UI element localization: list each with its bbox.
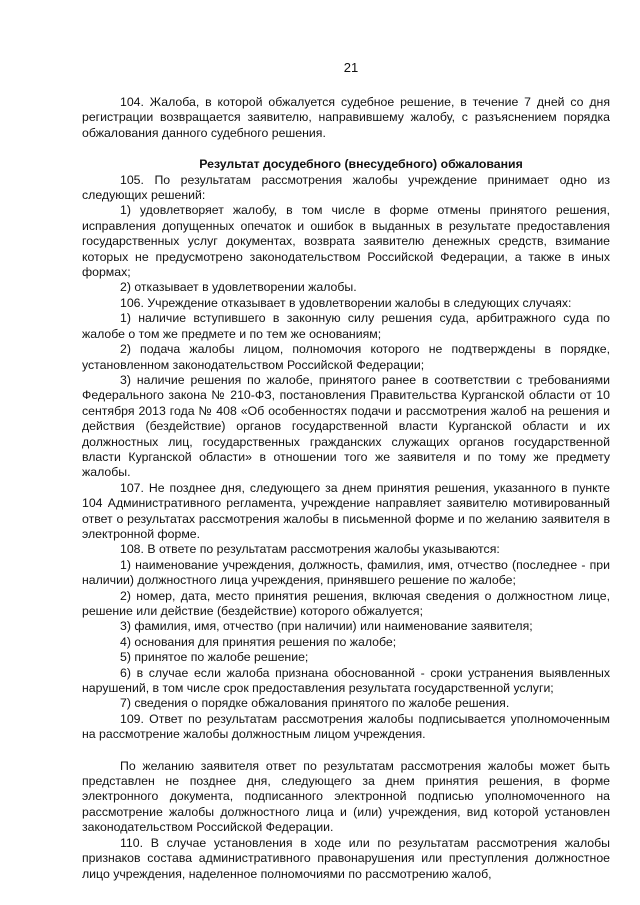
paragraph-105: 105. По результатам рассмотрения жалобы учреждение принимает одно из следующих решений: <box>82 172 610 203</box>
paragraph-109-electronic: По желанию заявителя ответ по результатам рассмотрения жалобы может быть представлен не позднее дня, следующего за днем принятия решения, в форме электронного документа, подписанного электронной подписью уполномоченного на рассмотрение жалобы должностного лица и (или) учреждения, вид которой установлен законодательством Российской Федерации. <box>82 758 610 835</box>
paragraph-108-7: 7) сведения о порядке обжалования принятого по жалобе решения. <box>120 696 510 711</box>
section-heading: Результат досудебного (внесудебного) обжалования <box>199 157 523 172</box>
paragraph-110: 110. В случае установления в ходе или по результатам рассмотрения жалобы признаков состава административного правонарушения или преступления должностное лицо учреждения, наделенное полномочиями по рассмотрению жалоб, <box>82 835 610 881</box>
paragraph-108-1: 1) наименование учреждения, должность, фамилия, имя, отчество (последнее - при наличии) должностного лица учреждения, принявшего решение по жалобе; <box>82 557 610 588</box>
paragraph-108-5: 5) принятое по жалобе решение; <box>120 650 309 665</box>
page-number: 21 <box>343 60 359 75</box>
paragraph-104: 104. Жалоба, в которой обжалуется судебное решение, в течение 7 дней со дня регистрации возвращается заявителю, направившему жалобу, с разъяснением порядка обжалования данного судебного решения. <box>82 95 610 140</box>
paragraph-108: 108. В ответе по результатам рассмотрения жалобы указываются: <box>120 542 500 557</box>
paragraph-105-2: 2) отказывает в удовлетворении жалобы. <box>120 280 357 295</box>
paragraph-108-2: 2) номер, дата, место принятия решения, включая сведения о должностном лице, решение или действие (бездействие) которого обжалуется; <box>82 588 610 618</box>
paragraph-106: 106. Учреждение отказывает в удовлетворении жалобы в следующих случаях: <box>120 295 572 310</box>
paragraph-108-4: 4) основания для принятия решения по жалобе; <box>120 634 397 649</box>
paragraph-109: 109. Ответ по результатам рассмотрения жалобы подписывается уполномоченным на рассмотрение жалобы должностным лицом учреждения. <box>82 711 610 742</box>
paragraph-105-1: 1) удовлетворяет жалобу, в том числе в форме отмены принятого решения, исправления допущенных опечаток и ошибок в выданных в результате предоставления государственных услуг документах, возврата заявителю денежных средств, взимание которых не предусмотрено законодательством Российской Федерации, а также в иных формах; <box>82 203 610 280</box>
paragraph-106-2: 2) подача жалобы лицом, полномочия которого не подтверждены в порядке, установленном законодательством Российской Федерации; <box>82 342 610 372</box>
paragraph-108-6: 6) в случае если жалоба признана обоснованной - сроки устранения выявленных нарушений, в том числе срок предоставления результата государственной услуги; <box>82 665 610 696</box>
paragraph-106-3: 3) наличие решения по жалобе, принятого ранее в соответствии с требованиями Федерального закона № 210-ФЗ, постановления Правительства Курганской области от 10 сентября 2013 года № 408 «Об особенностях подачи и рассмотрения жалоб на решения и действия (бездействие) органов государственной власти Курганской области и их должностных лиц, государственных гражданских служащих органов государственной власти Курганской области» в отношении того же заявителя и по тому же предмету жалобы. <box>82 372 610 480</box>
paragraph-107: 107. Не позднее дня, следующего за днем принятия решения, указанного в пункте 104 Административного регламента, учреждение направляет заявителю мотивированный ответ о результатах рассмотрения жалобы в письменной форме и по желанию заявителя в электронной форме. <box>82 480 610 541</box>
paragraph-106-1: 1) наличие вступившего в законную силу решения суда, арбитражного суда по жалобе о том же предмете и по тем же основаниям; <box>82 311 610 341</box>
paragraph-108-3: 3) фамилия, имя, отчество (при наличии) или наименование заявителя; <box>120 619 533 634</box>
document-body <box>82 95 610 882</box>
